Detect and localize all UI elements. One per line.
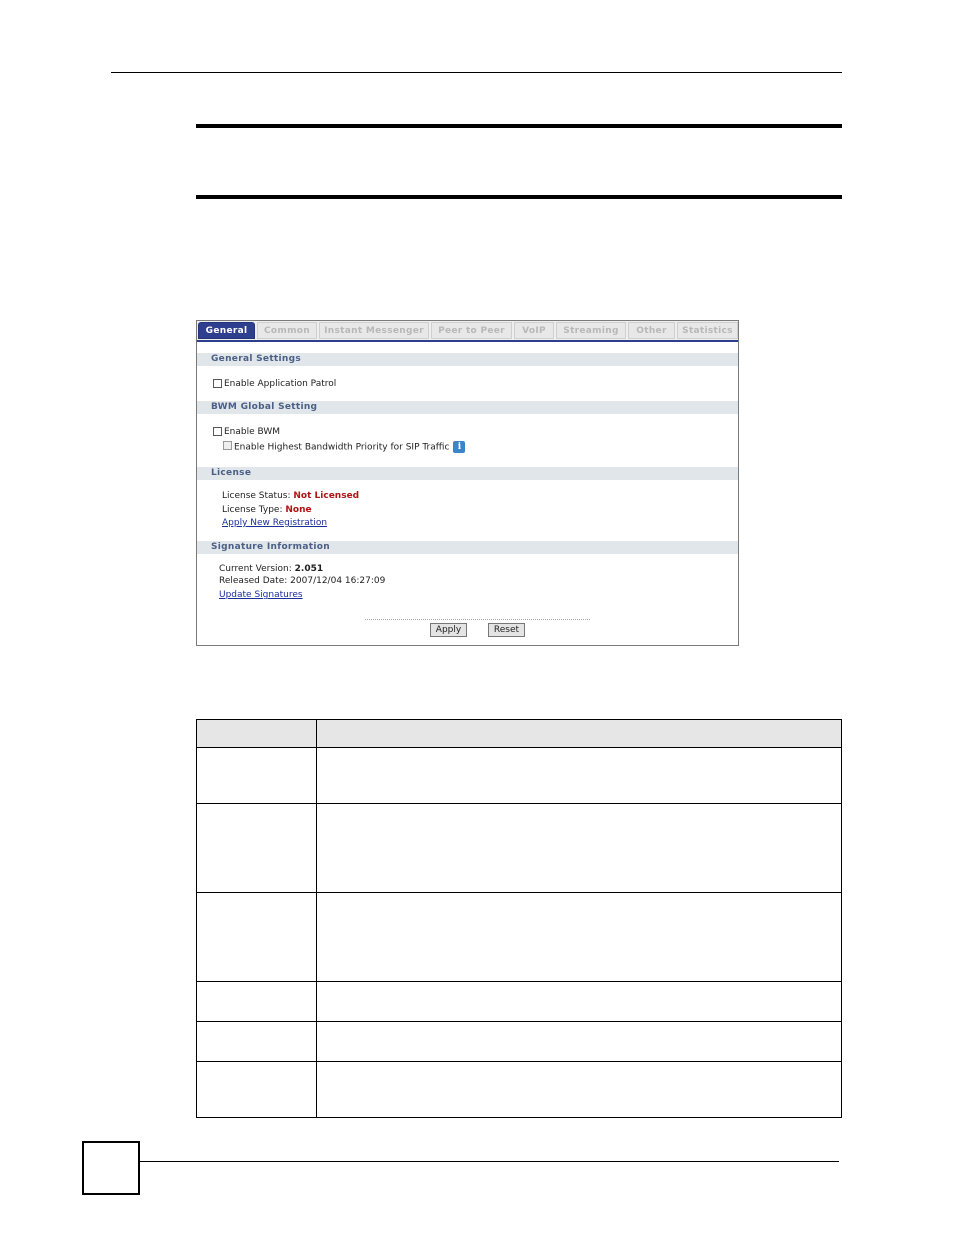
license-type-label: License Type: — [222, 505, 283, 515]
tab-general[interactable]: General — [198, 322, 255, 339]
enable-bwm-label: Enable BWM — [224, 427, 281, 437]
app-patrol-general-screen — [196, 320, 739, 646]
license-type-row — [222, 505, 312, 516]
license-status-value: Not Licensed — [293, 491, 360, 501]
footer-rule — [140, 1161, 839, 1162]
title-rule-bottom — [196, 195, 842, 199]
sip-priority-label: Enable Highest Bandwidth Priority for SIP Traffic — [234, 442, 450, 453]
table-row-divider — [197, 892, 841, 893]
enable-bwm-row — [213, 427, 280, 438]
tab-statistics[interactable]: Statistics — [677, 322, 738, 339]
license-status-row — [222, 491, 359, 502]
info-icon[interactable]: i — [453, 441, 465, 453]
license-type-value: None — [285, 505, 312, 515]
tab-other[interactable]: Other — [628, 322, 675, 339]
apply-new-registration-link[interactable]: Apply New Registration — [222, 518, 328, 528]
table-row-divider — [197, 1061, 841, 1062]
current-version-label: Current Version: — [219, 564, 292, 574]
title-rule-top — [196, 124, 842, 128]
tab-streaming[interactable]: Streaming — [556, 322, 626, 339]
table-row-divider — [197, 981, 841, 982]
section-bwm-global-setting: BWM Global Setting — [197, 401, 738, 414]
table-row-divider — [197, 803, 841, 804]
table-column-divider — [316, 720, 317, 1117]
button-divider — [365, 619, 590, 620]
released-date-value: 2007/12/04 16:27:09 — [290, 576, 386, 586]
table-row-divider — [197, 1021, 841, 1022]
table-header-row — [197, 720, 841, 748]
current-version-row — [219, 564, 323, 575]
field-description-table — [196, 719, 842, 1118]
enable-app-patrol-label: Enable Application Patrol — [224, 379, 337, 389]
apply-button[interactable]: Apply — [430, 623, 467, 637]
tab-instant-messenger[interactable]: Instant Messenger — [319, 322, 429, 339]
section-license: License — [197, 467, 738, 480]
license-status-label: License Status: — [222, 491, 291, 501]
section-signature-information: Signature Information — [197, 541, 738, 554]
enable-app-patrol-row — [213, 379, 336, 390]
page-number-box — [82, 1141, 140, 1195]
sip-priority-row — [223, 441, 465, 454]
tab-peer-to-peer[interactable]: Peer to Peer — [431, 322, 512, 339]
released-date-row — [219, 576, 385, 587]
released-date-label: Released Date: — [219, 576, 288, 586]
enable-bwm-checkbox[interactable] — [213, 427, 222, 436]
tab-common[interactable]: Common — [257, 322, 317, 339]
tab-bar — [197, 321, 738, 342]
reset-button[interactable]: Reset — [488, 623, 525, 637]
update-signatures-link[interactable]: Update Signatures — [219, 590, 303, 600]
current-version-value: 2.051 — [294, 564, 324, 574]
header-rule — [111, 72, 842, 73]
tab-voip[interactable]: VoIP — [514, 322, 554, 339]
sip-priority-checkbox[interactable] — [223, 441, 232, 450]
section-general-settings: General Settings — [197, 353, 738, 366]
enable-app-patrol-checkbox[interactable] — [213, 379, 222, 388]
